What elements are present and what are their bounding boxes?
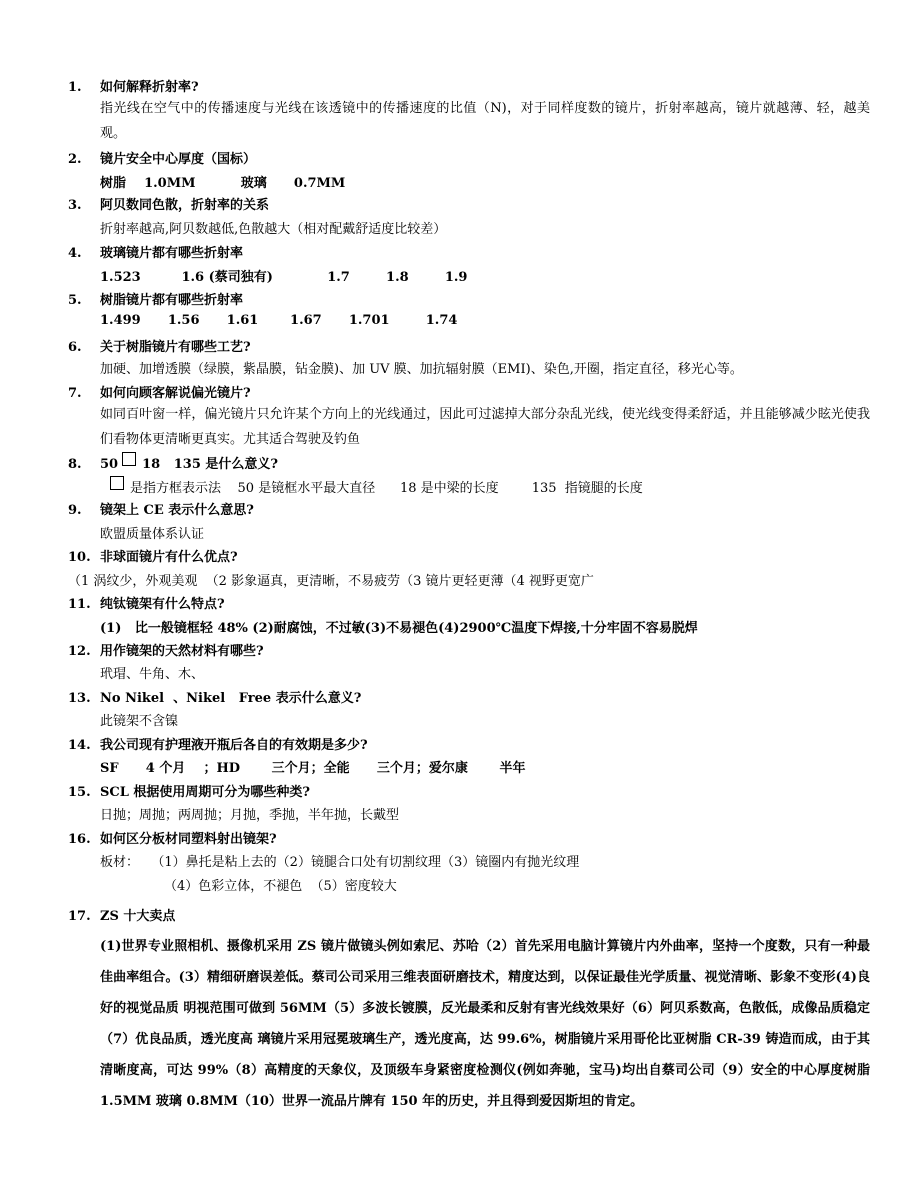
question-12: 12. 用作镜架的天然材料有哪些?: [68, 644, 264, 659]
answer-16-line-2: （4）色彩立体，不褪色 （5）密度较大: [164, 879, 397, 894]
question-15: 15. SCL 根据使用周期可分为哪些种类?: [68, 785, 311, 800]
question-7: 7. 如何向顾客解说偏光镜片?: [68, 386, 251, 401]
answer-6: 加硬、加增透膜（绿膜，紫晶膜，钻金膜)、加 UV 膜、加抗辐射膜（EMI)、染色,开圈，指定直径，移光心等。: [100, 362, 743, 377]
answer-13: 此镜架不含镍: [100, 714, 179, 729]
square-symbol-icon: [110, 476, 124, 490]
answer-3: 折射率越高,阿贝数越低,色散越大（相对配戴舒适度比较差）: [100, 222, 447, 237]
answer-5: 1.499 1.56 1.61 1.67 1.701 1.74: [100, 313, 458, 328]
answer-11: (1) 比一般镜框轻 48% (2)耐腐蚀，不过敏(3)不易褪色(4)2900℃温度下焊接,十分牢固不容易脱焊: [100, 621, 698, 636]
question-3: 3. 阿贝数同色散，折射率的关系: [68, 198, 270, 213]
answer-10: （1 涡纹少，外观美观 （2 影象逼真，更清晰，不易疲劳（3 镜片更轻更薄（4 视野更宽广: [68, 574, 594, 589]
question-2: 2. 镜片安全中心厚度（国标）: [68, 152, 257, 167]
question-14: 14. 我公司现有护理液开瓶后各自的有效期是多少?: [68, 738, 368, 753]
question-4: 4. 玻璃镜片都有哪些折射率: [68, 246, 244, 261]
answer-7: 如同百叶窗一样，偏光镜片只允许某个方向上的光线通过，因此可过滤掉大部分杂乱光线，使光线变得柔舒适，并且能够减少眩光使我们看物体更清晰更真实。尤其适合驾驶及钓鱼: [100, 407, 870, 447]
answer-17: (1)世界专业照相机、摄像机采用 ZS 镜片做镜头例如索尼、苏哈（2）首先采用电脑计算镜片内外曲率，坚持一个度数，只有一种最佳曲率组合。(3）精细研磨误差低。蔡司公司采用三维表面研磨技术，精度达到，以保证最佳光学质量、视觉清晰、影象不变形(4)良好的视觉品质 明视范围可做到 56MM（5）多波长镀膜，反光最柔和反射有害光线效果好（6）阿贝系数高，色散低，成像品质稳定（7）优良品质，透光度高 璃镜片采用冠冕玻璃生产，透光度高，达 99.6%，树脂镜片采用哥伦比亚树脂 CR-39 铸造而成，由于其清晰度高，可达 99%（8）高精度的天象仪，及顶级车身紧密度检测仪(例如奔驰，宝马)均出自蔡司公司（9）安全的中心厚度树脂 1.5MM 玻璃 0.8MM（10）世界一流品片牌有 150 年的历史，并且得到爱因斯坦的肯定。: [100, 939, 870, 1109]
question-5: 5. 树脂镜片都有哪些折射率: [68, 293, 244, 308]
question-1: 1. 如何解释折射率?: [68, 80, 199, 95]
answer-1: 指光线在空气中的传播速度与光线在该透镜中的传播速度的比值（N)，对于同样度数的镜片，折射率越高，镜片就越薄、轻，越美观。: [100, 101, 870, 141]
answer-2: 树脂 1.0MM 玻璃 0.7MM: [100, 176, 346, 191]
question-11: 11. 纯钛镜架有什么特点?: [68, 597, 225, 612]
question-6: 6. 关于树脂镜片有哪些工艺?: [68, 340, 251, 355]
answer-15: 日抛；周抛；两周抛；月抛，季抛，半年抛，长戴型: [100, 808, 400, 823]
question-16: 16. 如何区分板材同塑料射出镜架?: [68, 832, 277, 847]
answer-4: 1.523 1.6 (蔡司独有) 1.7 1.8 1.9: [100, 270, 468, 285]
question-9: 9. 镜架上 CE 表示什么意思?: [68, 503, 254, 518]
question-8: 8. 50 18 135 是什么意义?: [68, 452, 278, 472]
answer-16-line-1: 板材： （1）鼻托是粘上去的（2）镜腿合口处有切割纹理（3）镜圈内有抛光纹理: [100, 855, 580, 870]
answer-9: 欧盟质量体系认证: [100, 527, 205, 542]
question-17: 17. ZS 十大卖点: [68, 909, 176, 924]
answer-14: SF 4 个月 ；HD 三个月；全能 三个月；爱尔康 半年: [100, 761, 526, 776]
question-10: 10. 非球面镜片有什么优点?: [68, 550, 238, 565]
square-symbol-icon: [122, 452, 136, 466]
question-13: 13. No Nikel 、Nikel Free 表示什么意义?: [68, 691, 362, 706]
answer-8: 是指方框表示法 50 是镜框水平最大直径 18 是中梁的长度 135 指镜腿的长度: [106, 476, 643, 496]
answer-12: 玳瑁、牛角、木、: [100, 667, 205, 682]
